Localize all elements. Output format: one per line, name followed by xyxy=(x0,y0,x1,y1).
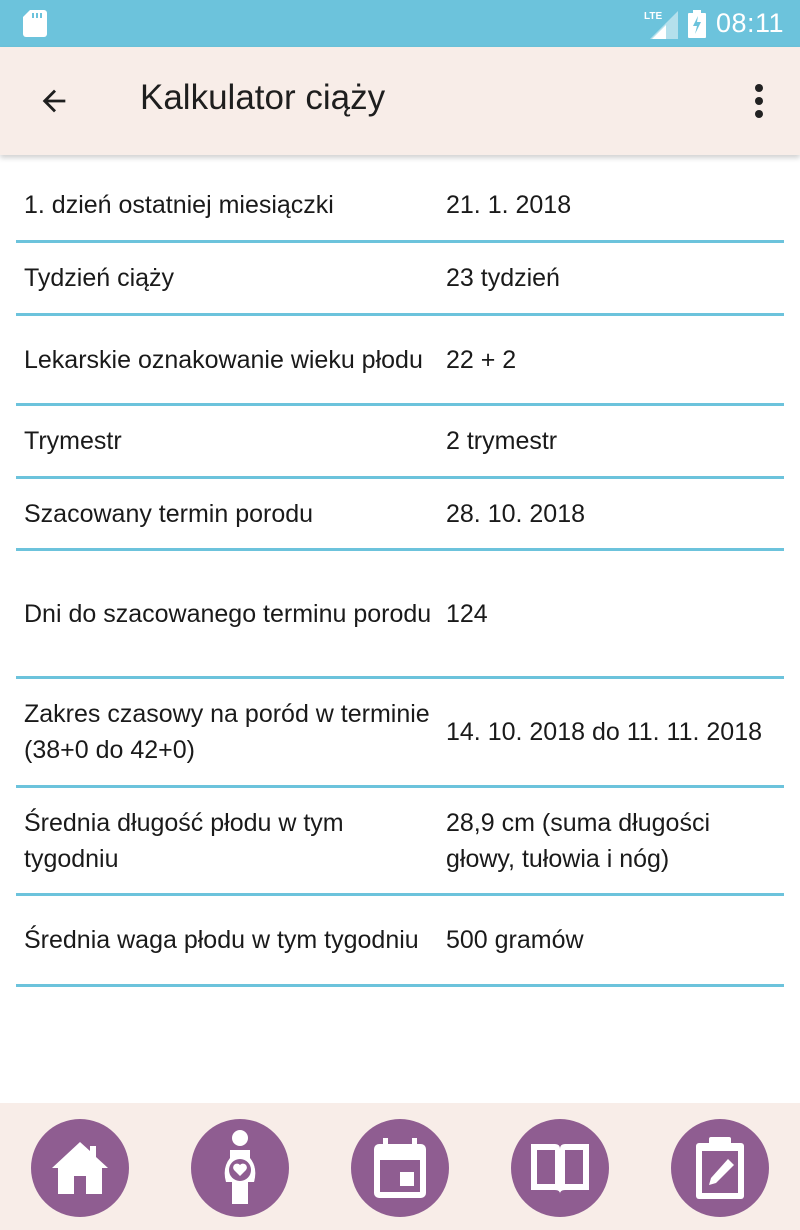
back-button[interactable] xyxy=(30,77,78,125)
arrow-back-icon xyxy=(37,84,71,118)
info-row-trimester xyxy=(16,406,784,479)
row-value: 14. 10. 2018 do 11. 11. 2018 xyxy=(446,718,763,746)
overflow-menu-button[interactable] xyxy=(744,77,774,125)
info-row-due-date xyxy=(16,479,784,551)
row-label: Zakres czasowy na poród w terminie (38+0 do 42+0) xyxy=(24,700,430,764)
row-value: 28. 10. 2018 xyxy=(446,499,586,528)
row-value: 500 gramów xyxy=(446,926,584,954)
row-value: 2 trymestr xyxy=(446,427,558,455)
calendar-icon xyxy=(370,1136,430,1200)
nav-home-button[interactable] xyxy=(31,1119,129,1217)
info-row-fetal-weight xyxy=(16,896,784,987)
battery-charging-icon xyxy=(688,10,706,38)
nav-pregnancy-button[interactable] xyxy=(191,1119,289,1217)
row-value: 21. 1. 2018 xyxy=(446,191,572,219)
info-row-pregnancy-week xyxy=(16,243,784,316)
home-icon xyxy=(48,1136,112,1200)
info-row-fetal-length xyxy=(16,788,784,896)
info-row-term-range xyxy=(16,679,784,788)
svg-text:LTE: LTE xyxy=(643,10,663,22)
sd-card-icon xyxy=(23,10,47,37)
app-toolbar xyxy=(0,47,800,155)
book-icon xyxy=(527,1140,593,1196)
more-vert-icon xyxy=(755,84,763,92)
row-label: 1. dzień ostatniej miesiączki xyxy=(24,191,334,219)
more-vert-dot xyxy=(755,110,763,118)
info-row-fetal-age xyxy=(16,316,784,406)
row-label: Średnia długość płodu w tym tygodniu xyxy=(24,808,344,873)
row-value: 124 xyxy=(446,599,488,628)
row-value: 22 + 2 xyxy=(446,345,517,374)
nav-notes-button[interactable] xyxy=(671,1119,769,1217)
pregnancy-icon xyxy=(208,1128,272,1208)
info-row-last-period xyxy=(16,170,784,243)
row-label: Trymestr xyxy=(24,427,122,455)
lte-signal-icon xyxy=(644,9,678,39)
more-vert-dot xyxy=(755,97,763,105)
status-bar xyxy=(0,0,800,47)
row-value: 23 tydzień xyxy=(446,264,560,292)
status-time: 08:11 xyxy=(715,8,784,38)
nav-book-button[interactable] xyxy=(511,1119,609,1217)
row-value: 28,9 cm (suma długości głowy, tułowia i nóg) xyxy=(446,808,711,873)
clipboard-edit-icon xyxy=(692,1135,748,1201)
pregnancy-info-list xyxy=(16,170,784,987)
page-title: Kalkulator ciąży xyxy=(140,78,386,117)
row-label: Lekarskie oznakowanie wieku płodu xyxy=(24,345,423,374)
row-label: Dni do szacowanego terminu porodu xyxy=(24,599,432,628)
row-label: Tydzień ciąży xyxy=(24,264,175,292)
nav-calendar-button[interactable] xyxy=(351,1119,449,1217)
row-label: Szacowany termin porodu xyxy=(24,499,314,528)
bottom-navigation xyxy=(0,1103,800,1230)
info-row-days-to-due xyxy=(16,551,784,679)
row-label: Średnia waga płodu w tym tygodniu xyxy=(24,926,419,954)
